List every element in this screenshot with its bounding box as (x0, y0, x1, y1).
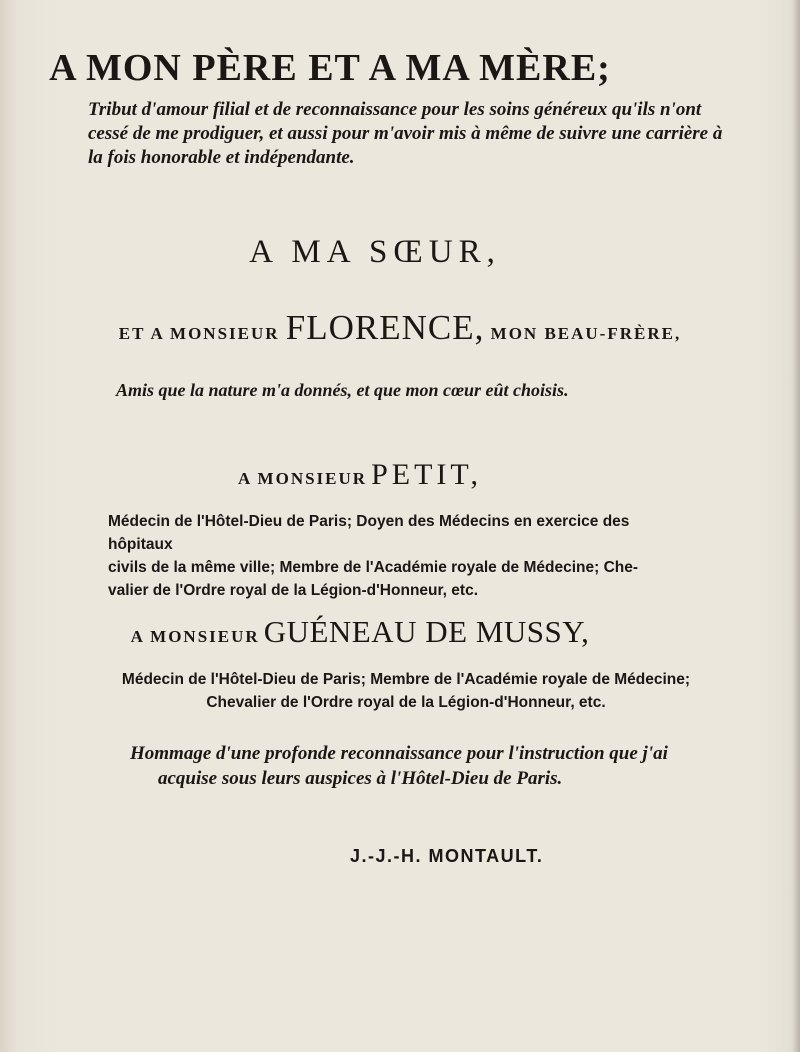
gueneau-desc-line-2: Chevalier de l'Ordre royal de la Légion-d'Honneur, etc. (206, 694, 606, 711)
dedication-heading-petit (0, 458, 720, 492)
hommage-line-2: acquise sous leurs auspices à l'Hôtel-Dieu de Paris. (158, 768, 563, 789)
gueneau-prefix: A MONSIEUR (130, 627, 260, 646)
gueneau-desc-line-1: Médecin de l'Hôtel-Dieu de Paris; Membre de l'Académie royale de Médecine; (121, 671, 691, 688)
petit-prefix: A MONSIEUR (237, 469, 368, 488)
dedication-heading-florence (0, 308, 800, 348)
petit-desc-line-2: civils de la même ville; Membre de l'Académie royale de Médecine; Che- (108, 559, 639, 576)
petit-desc-line-1: Médecin de l'Hôtel-Dieu de Paris; Doyen des Médecins en exercice des hôpitaux (108, 513, 630, 553)
florence-prefix: ET A MONSIEUR (118, 324, 280, 343)
florence-name: FLORENCE, (285, 308, 485, 347)
author-signature: J.-J.-H. MONTAULT. (350, 846, 544, 866)
dedication-text-gueneau (106, 668, 706, 714)
hommage-text (130, 741, 750, 791)
dedication-text-sister: Amis que la nature m'a donnés, et que mon cœur eût choisis. (116, 380, 569, 400)
florence-suffix: MON BEAU-FRÈRE, (490, 324, 682, 343)
petit-desc-line-3: valier de l'Ordre royal de la Légion-d'Honneur, etc. (108, 582, 478, 599)
dedication-heading-parents: A MON PÈRE ET A MA MÈRE; (49, 47, 611, 89)
page-edge-shadow (792, 0, 800, 1052)
hommage-line-1: Hommage d'une profonde reconnaissance pour l'instruction que j'ai (130, 743, 668, 764)
dedication-heading-gueneau (0, 614, 720, 650)
petit-name: PETIT, (371, 458, 483, 491)
dedication-text-petit (108, 510, 668, 602)
dedication-text-parents: Tribut d'amour filial et de reconnaissance pour les soins généreux qu'ils n'ont cessé de me prodiguer, et aussi pour m'avoir mis à même de suivre une carrière à la fois honorable et indépendante. (88, 99, 723, 168)
gueneau-name: GUÉNEAU DE MUSSY, (263, 614, 590, 649)
dedication-heading-sister: A MA SŒUR, (249, 234, 501, 270)
